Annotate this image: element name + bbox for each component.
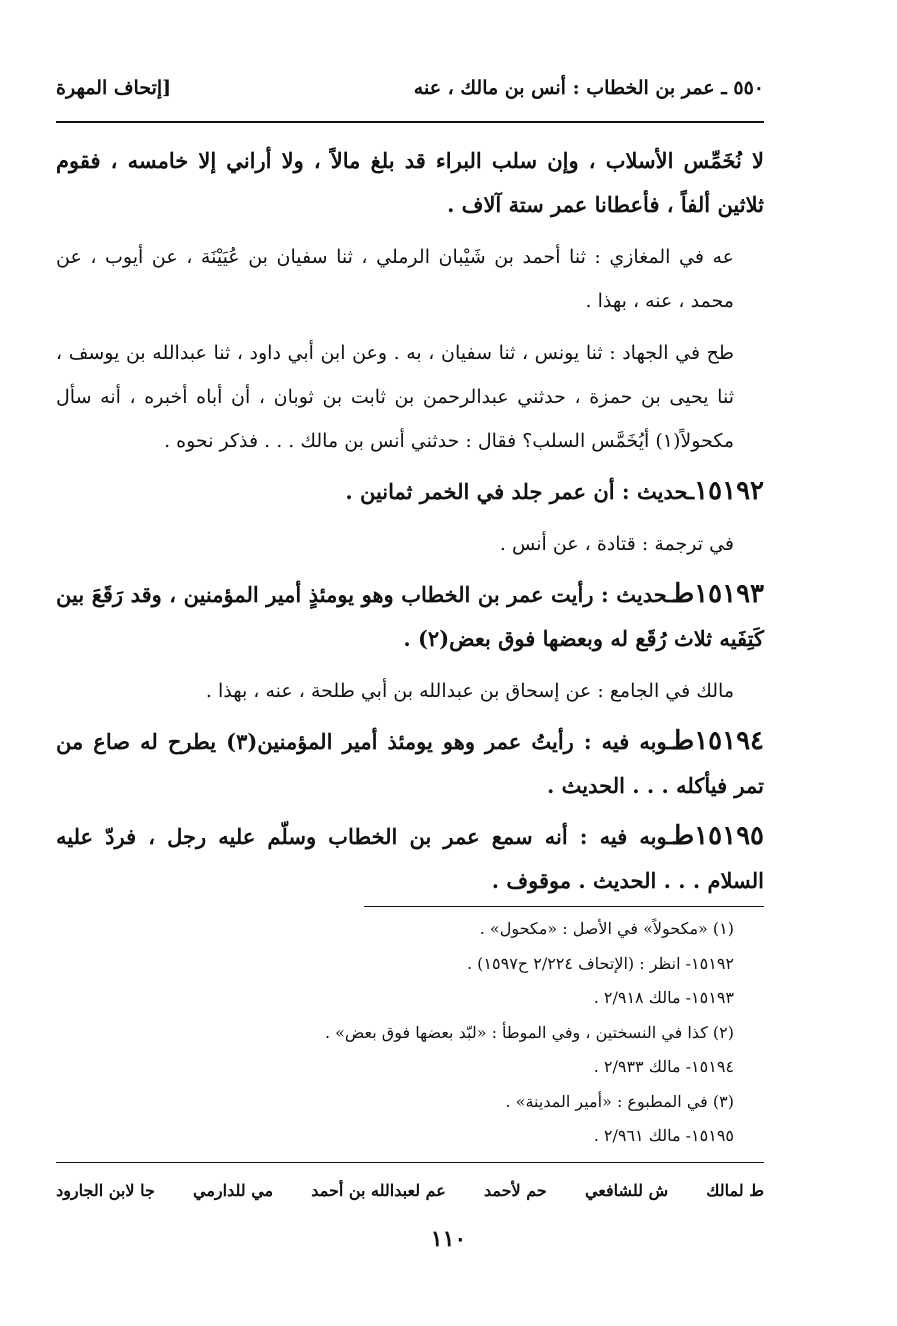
sigla-item: ط لمالك — [706, 1180, 764, 1200]
paragraph-text: مالك في الجامع : عن إسحاق بن عبدالله بن أبي طلحة ، عنه ، بهذا . — [205, 680, 734, 702]
sigla-item: ش للشافعي — [584, 1180, 669, 1200]
hadith-number: ١٥١٩٥ط — [673, 821, 764, 851]
footnote: (٣) في المطبوع : «أمير المدينة» . — [505, 1091, 734, 1111]
paragraph-text: في ترجمة : قتادة ، عن أنس . — [499, 533, 734, 555]
paragraph-text: لا نُخَمِّس الأسلاب ، وإن سلب البراء قد بلغ مالاً ، ولا أراني إلا خامسه ، فقوم ثلاثين ألفاً ، فأعطانا عمر ستة آلاف . — [56, 148, 764, 217]
page-number: ١١٠ — [430, 1226, 467, 1252]
paragraph — [56, 520, 764, 566]
footnote: ١٥١٩٤- مالك ٢/٩٣٣ . — [593, 1057, 734, 1076]
sigla-item: عم لعبدالله بن أحمد — [311, 1180, 446, 1200]
paragraph — [56, 719, 764, 808]
sigla-item: جا لابن الجارود — [56, 1180, 155, 1200]
header-book-title: [إتحاف المهرة — [56, 77, 172, 99]
paragraph — [56, 469, 764, 514]
footnote: ١٥١٩٥- مالك ٢/٩٦١ . — [593, 1126, 734, 1145]
sigla-item: حم لأحمد — [484, 1180, 547, 1200]
paragraph — [56, 667, 764, 713]
paragraph-text: طح في الجهاد : ثنا يونس ، ثنا سفيان ، به . وعن ابن أبي داود ، ثنا عبدالله بن يوسف ، ثنا يحيى بن حمزة ، حدثني عبدالرحمن بن ثابت بن ثوبان ، أن أباه أخبره ، أنه سأل مكحولاً(١) أيُخَمَّس السلب؟ فقال : حدثني أنس بن مالك . . . فذكر نحوه . — [56, 342, 734, 452]
sigla-item: مي للدارمي — [193, 1180, 274, 1200]
paragraph — [56, 572, 764, 661]
header-rule — [56, 121, 764, 123]
footnote: (١) «مكحولاً» في الأصل : «مكحول» . — [479, 919, 734, 938]
running-header — [56, 70, 764, 106]
paragraph — [56, 329, 764, 463]
header-chapter-title: ٥٥٠ ـ عمر بن الخطاب : أنس بن مالك ، عنه — [413, 77, 764, 99]
footnote-rule — [364, 906, 764, 907]
paragraph — [56, 138, 764, 227]
paragraph-text: ـوبه فيه : أنه سمع عمر بن الخطاب وسلّم عليه رجل ، فردّ عليه السلام . . . الحديث . موقوف . — [56, 824, 764, 893]
sigla-legend — [56, 1172, 764, 1208]
main-text — [56, 138, 764, 909]
sigla-rule — [56, 1162, 764, 1163]
footnote: (٢) كذا في النسختين ، وفي الموطأ : «لبّد بعضها فوق بعض» . — [324, 1022, 734, 1042]
paragraph-text: ـحديث : أن عمر جلد في الخمر ثمانين . — [345, 479, 695, 504]
paragraph — [56, 233, 764, 323]
paragraph-text: عه في المغازي : ثنا أحمد بن شَيْبان الرملي ، ثنا سفيان بن عُيَيْنَة ، عن أيوب ، عن محمد ، عنه ، بهذا . — [56, 246, 734, 312]
footnote: ١٥١٩٣- مالك ٢/٩١٨ . — [593, 988, 734, 1007]
paragraph-text: ـوبه فيه : رأيتُ عمر وهو يومئذ أمير المؤمنين(٣) يطرح له صاع من تمر فيأكله . . . الحديث . — [56, 729, 764, 798]
paragraph-text: ـحديث : رأيت عمر بن الخطاب وهو يومئذٍ أمير المؤمنين ، وقد رَقَعَ بين كَتِفَيه ثلاث رُقَع له وبعضها فوق بعض(٢) . — [56, 582, 764, 651]
hadith-number: ١٥١٩٢ — [694, 476, 764, 506]
hadith-number: ١٥١٩٤ط — [673, 726, 765, 756]
paragraph — [56, 814, 764, 903]
footnote: ١٥١٩٢- انظر : (الإتحاف ٢/٢٢٤ ح١٥٩٧) . — [467, 953, 734, 973]
hadith-number: ١٥١٩٣ط — [673, 579, 764, 609]
footnotes — [56, 912, 764, 1154]
